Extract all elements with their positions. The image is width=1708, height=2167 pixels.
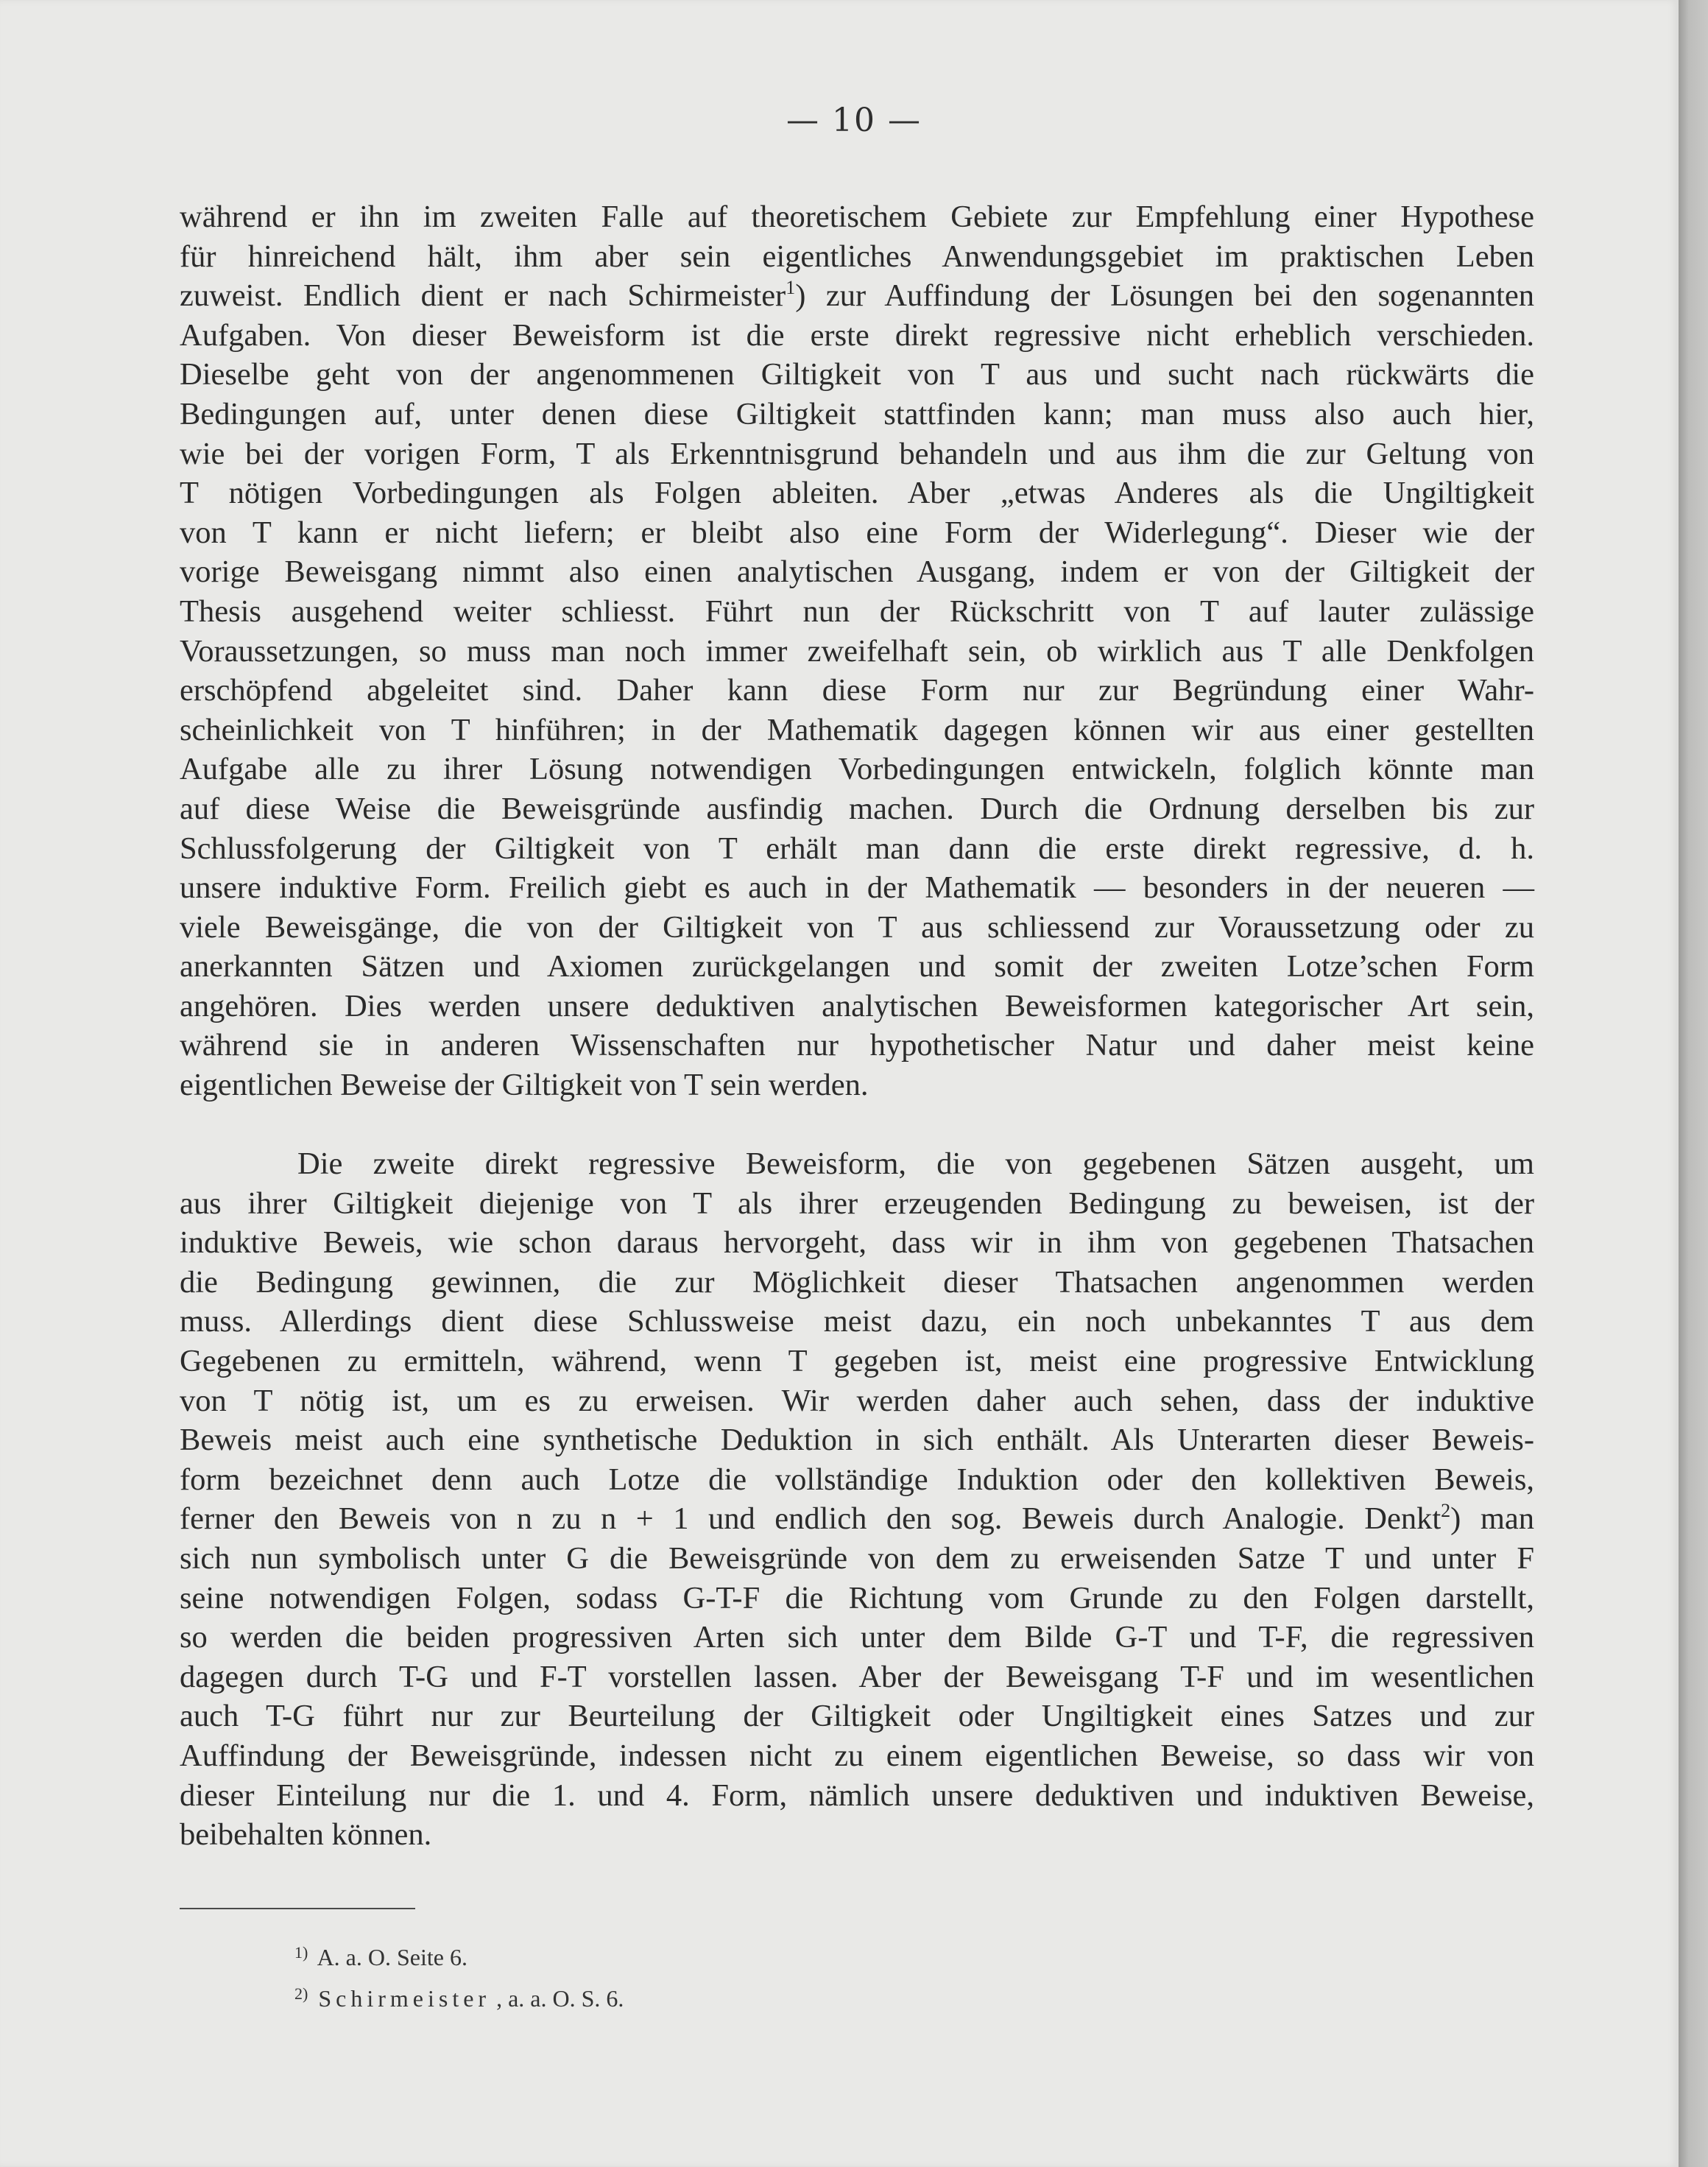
- text-line: von T nötig ist, um es zu erweisen. Wir werden daher auch sehen, dass der induktive: [180, 1383, 1534, 1418]
- text-line: anerkannten Sätzen und Axiomen zurückgelangen und somit der zweiten Lotze’schen Form: [180, 949, 1534, 984]
- text-line: wie bei der vorigen Form, T als Erkenntnisgrund behandeln und aus ihm die zur Geltung von: [180, 436, 1534, 471]
- text-line: so werden die beiden progressiven Arten sich unter dem Bilde G-T und T-F, die regressiven: [180, 1620, 1534, 1655]
- text-line: auf diese Weise die Beweisgründe ausfindig machen. Durch die Ordnung derselben bis zur: [180, 791, 1534, 826]
- text-line: scheinlichkeit von T hinführen; in der Mathematik dagegen können wir aus einer gestellten: [180, 712, 1534, 747]
- footnote-2: [294, 1978, 624, 2019]
- text-segment: ) zur Auffindung der Lösungen bei den sogenannten: [795, 278, 1534, 314]
- text-line: [180, 1499, 1534, 1539]
- text-line: viele Beweisgänge, die von der Giltigkeit von T aus schliessend zur Voraussetzung oder zu: [180, 909, 1534, 945]
- text-line: für hinreichend hält, ihm aber sein eigentliches Anwendungsgebiet im praktischen Leben: [180, 239, 1534, 274]
- text-line: Voraussetzungen, so muss man noch immer zweifelhaft sein, ob wirklich aus T alle Denkfolgen: [180, 633, 1534, 669]
- text-segment: ferner den Beweis von n zu n + 1 und endlich den sog. Beweis durch Analogie. Denkt: [180, 1501, 1441, 1537]
- page-number: — 10 —: [786, 102, 922, 139]
- text-line: auch T-G führt nur zur Beurteilung der Giltigkeit oder Ungiltigkeit eines Satzes und zur: [180, 1699, 1534, 1734]
- footnote-marker-2: 2: [1441, 1500, 1451, 1522]
- text-line-last: eigentlichen Beweise der Giltigkeit von T sein werden.: [180, 1068, 869, 1103]
- footnote-marker-1: 1: [786, 277, 796, 299]
- paragraph-2: [180, 1144, 1534, 1855]
- page-edge: [1679, 0, 1708, 2167]
- text-line: Gegebenen zu ermitteln, während, wenn T gegeben ist, meist eine progressive Entwicklung: [180, 1343, 1534, 1378]
- text-line-last: beibehalten können.: [180, 1817, 432, 1853]
- text-line: aus ihrer Giltigkeit diejenige von T als ihrer erzeugenden Bedingung zu beweisen, ist der: [180, 1185, 1534, 1221]
- footnote-divider: [180, 1908, 415, 1909]
- text-segment: zuweist. Endlich dient er nach Schirmeister: [180, 278, 786, 314]
- text-line: Bedingungen auf, unter denen diese Giltigkeit stattfinden kann; man muss also auch hier,: [180, 396, 1534, 431]
- text-line: vorige Beweisgang nimmt also einen analytischen Ausgang, indem er von der Giltigkeit der: [180, 554, 1534, 590]
- text-line: [180, 276, 1534, 316]
- footnotes: [294, 1937, 624, 2019]
- text-line: induktive Beweis, wie schon daraus hervorgeht, dass wir in ihm von gegebenen Thatsachen: [180, 1225, 1534, 1261]
- text-line: Aufgabe alle zu ihrer Lösung notwendigen Vorbedingungen entwickeln, folglich könnte man: [180, 752, 1534, 787]
- text-line: dieser Einteilung nur die 1. und 4. Form, nämlich unsere deduktiven und induktiven Beweise,: [180, 1777, 1534, 1813]
- text-line: muss. Allerdings dient diese Schlussweise meist dazu, ein noch unbekanntes T aus dem: [180, 1304, 1534, 1339]
- text-line: angehören. Dies werden unsere deduktiven analytischen Beweisformen kategorischer Art sein,: [180, 988, 1534, 1023]
- text-line: Schlussfolgerung der Giltigkeit von T erhält man dann die erste direkt regressive, d. h.: [180, 831, 1534, 866]
- text-line: dagegen durch T-G und F-T vorstellen lassen. Aber der Beweisgang T-F und im wesentlichen: [180, 1659, 1534, 1694]
- text-line: von T kann er nicht liefern; er bleibt also eine Form der Widerlegung“. Dieser wie der: [180, 515, 1534, 550]
- text-line: Beweis meist auch eine synthetische Deduktion in sich enthält. Als Unterarten dieser Beweis-: [180, 1423, 1534, 1458]
- text-line: Thesis ausgehend weiter schliesst. Führt nun der Rückschritt von T auf lauter zulässige: [180, 593, 1534, 629]
- text-line-indented: Die zweite direkt regressive Beweisform, die von gegebenen Sätzen ausgeht, um: [297, 1146, 1534, 1181]
- text-line: Aufgaben. Von dieser Beweisform ist die erste direkt regressive nicht erheblich verschieden.: [180, 317, 1534, 353]
- footnote-2-author: Schirmeister: [318, 1985, 491, 2012]
- paragraph-1: [180, 197, 1534, 1105]
- footnote-1: [294, 1937, 624, 1978]
- text-line: während sie in anderen Wissenschaften nur hypothetischer Natur und daher meist keine: [180, 1028, 1534, 1063]
- text-line: unsere induktive Form. Freilich giebt es auch in der Mathematik — besonders in der neueren —: [180, 870, 1534, 906]
- text-line: sich nun symbolisch unter G die Beweisgründe von dem zu erweisenden Satze T und unter F: [180, 1540, 1534, 1576]
- footnote-2-text: , a. a. O. S. 6.: [496, 1985, 624, 2012]
- text-line: die Bedingung gewinnen, die zur Möglichkeit dieser Thatsachen angenommen werden: [180, 1264, 1534, 1300]
- footnote-1-marker: 1): [294, 1943, 308, 1962]
- text-line: Auffindung der Beweisgründe, indessen nicht zu einem eigentlichen Beweise, so dass wir von: [180, 1738, 1534, 1773]
- text-line: erschöpfend abgeleitet sind. Daher kann diese Form nur zur Begründung einer Wahr-: [180, 673, 1534, 708]
- text-line: T nötigen Vorbedingungen als Folgen ableiten. Aber „etwas Anderes als die Ungiltigkeit: [180, 476, 1534, 511]
- text-line: seine notwendigen Folgen, sodass G-T-F die Richtung vom Grunde zu den Folgen darstellt,: [180, 1580, 1534, 1615]
- footnote-2-marker: 2): [294, 1984, 308, 2003]
- text-line: Dieselbe geht von der angenommenen Giltigkeit von T aus und sucht nach rückwärts die: [180, 357, 1534, 392]
- text-line: form bezeichnet denn auch Lotze die vollständige Induktion oder den kollektiven Beweis,: [180, 1462, 1534, 1497]
- text-segment: ) man: [1450, 1501, 1534, 1537]
- footnote-1-text: A. a. O. Seite 6.: [317, 1944, 467, 1970]
- text-line: während er ihn im zweiten Falle auf theoretischem Gebiete zur Empfehlung einer Hypothese: [180, 200, 1534, 234]
